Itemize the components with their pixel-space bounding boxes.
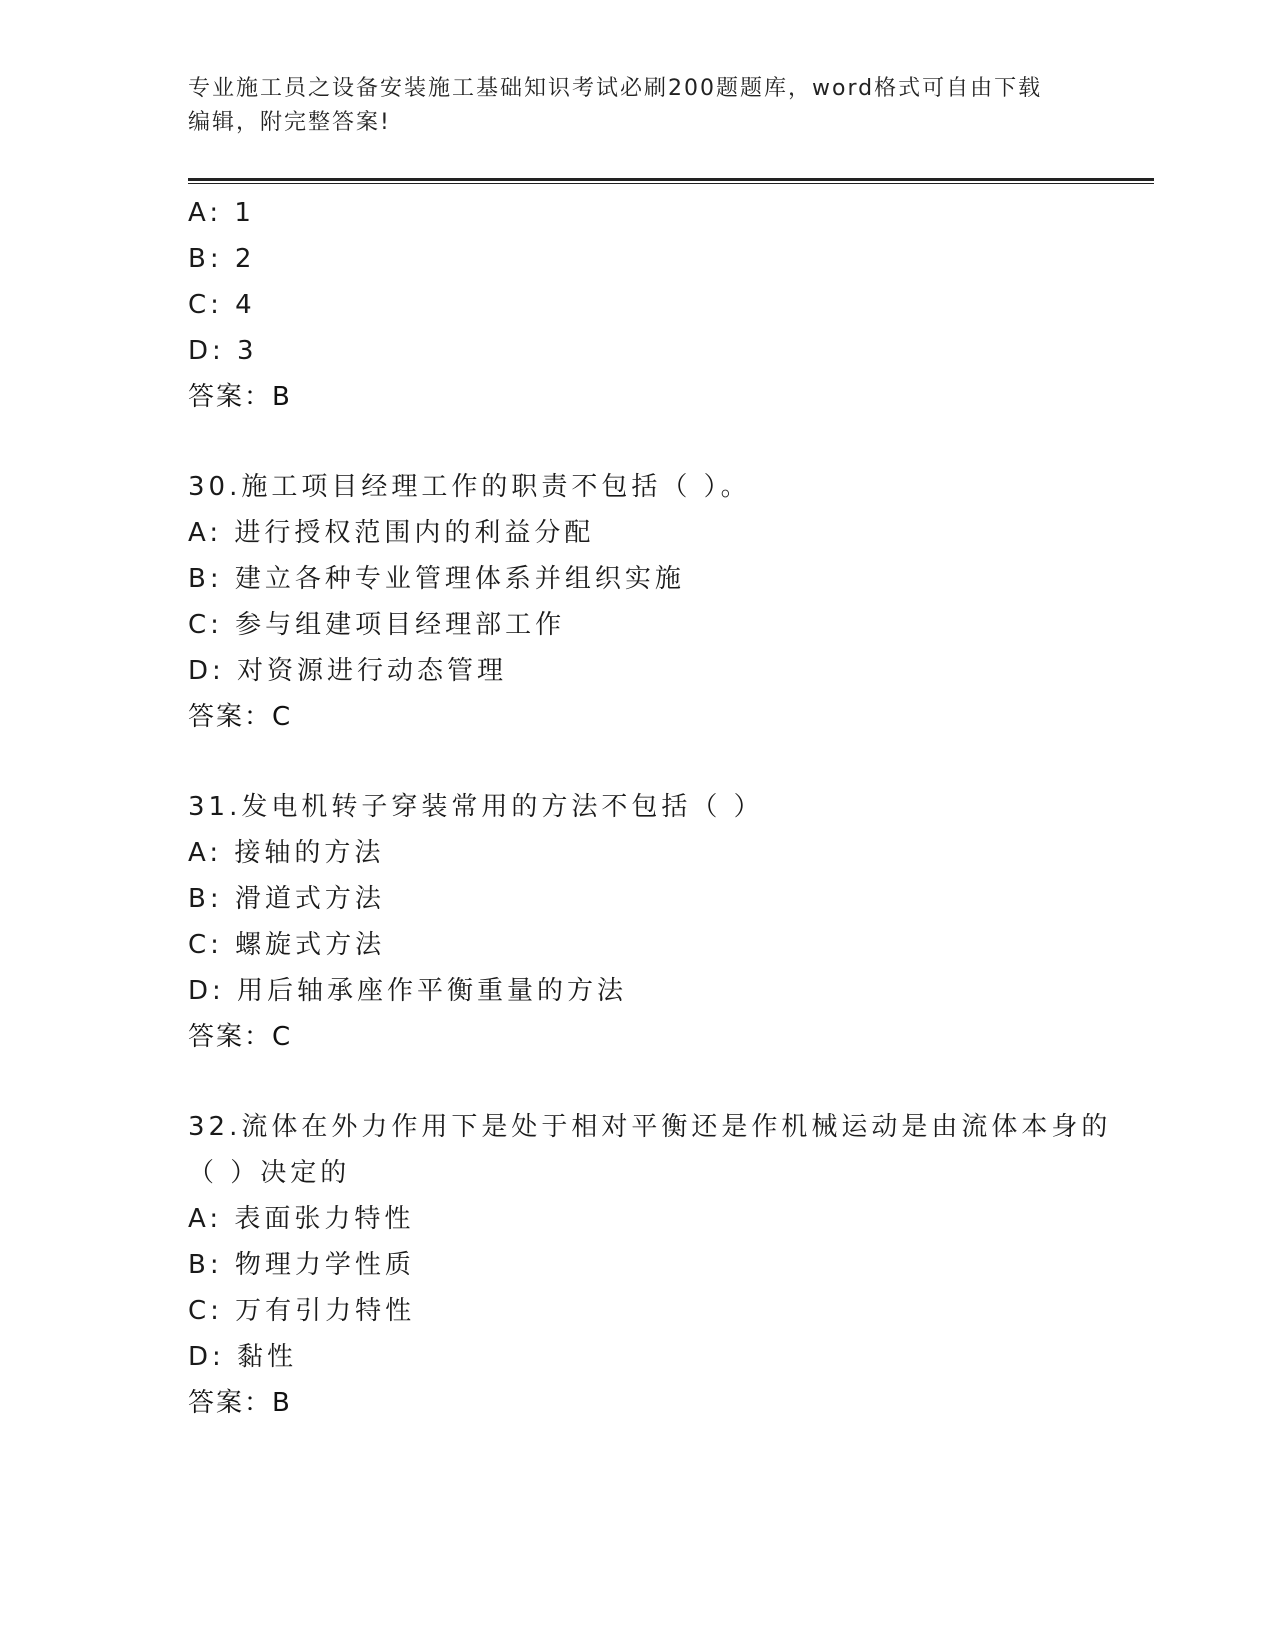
- answer: 答案：B: [188, 382, 292, 412]
- question-29: [188, 190, 1148, 420]
- question-31: [188, 784, 1148, 1060]
- option-d: D: 用后轴承座作平衡重量的方法: [188, 976, 628, 1006]
- answer: 答案：C: [188, 1022, 293, 1052]
- option-c: C: 参与组建项目经理部工作: [188, 610, 566, 640]
- option-a: A: 表面张力特性: [188, 1204, 415, 1234]
- header-divider-thin: [188, 183, 1154, 184]
- option-b: B: 建立各种专业管理体系并组织实施: [188, 564, 685, 594]
- header-divider-thick: [188, 178, 1154, 181]
- document-header: [188, 72, 1088, 140]
- option-a: A: 接轴的方法: [188, 838, 385, 868]
- question-list: [188, 190, 1148, 1426]
- question-32: [188, 1104, 1148, 1426]
- header-line-2: 编辑，附完整答案!: [188, 110, 391, 135]
- option-d: D: 对资源进行动态管理: [188, 656, 508, 686]
- option-c: C: 4: [188, 290, 256, 320]
- option-a: A: 1: [188, 198, 255, 228]
- option-a: A: 进行授权范围内的利益分配: [188, 518, 595, 548]
- question-stem-line-2: （ ）决定的: [188, 1158, 351, 1188]
- question-30: [188, 464, 1148, 740]
- option-d: D: 3: [188, 336, 258, 366]
- question-stem: 30.施工项目经理工作的职责不包括（ ）。: [188, 472, 751, 502]
- question-stem-line-1: 32.流体在外力作用下是处于相对平衡还是作机械运动是由流体本身的: [188, 1112, 1112, 1142]
- answer: 答案：C: [188, 702, 293, 732]
- option-b: B: 滑道式方法: [188, 884, 385, 914]
- question-stem: 31.发电机转子穿装常用的方法不包括（ ）: [188, 792, 764, 822]
- header-line-1: 专业施工员之设备安装施工基础知识考试必刷200题题库，word格式可自由下载: [188, 76, 1043, 101]
- option-b: B: 2: [188, 244, 256, 274]
- option-c: C: 万有引力特性: [188, 1296, 416, 1326]
- answer: 答案：B: [188, 1388, 292, 1418]
- option-d: D: 黏性: [188, 1342, 298, 1372]
- option-b: B: 物理力学性质: [188, 1250, 415, 1280]
- option-c: C: 螺旋式方法: [188, 930, 386, 960]
